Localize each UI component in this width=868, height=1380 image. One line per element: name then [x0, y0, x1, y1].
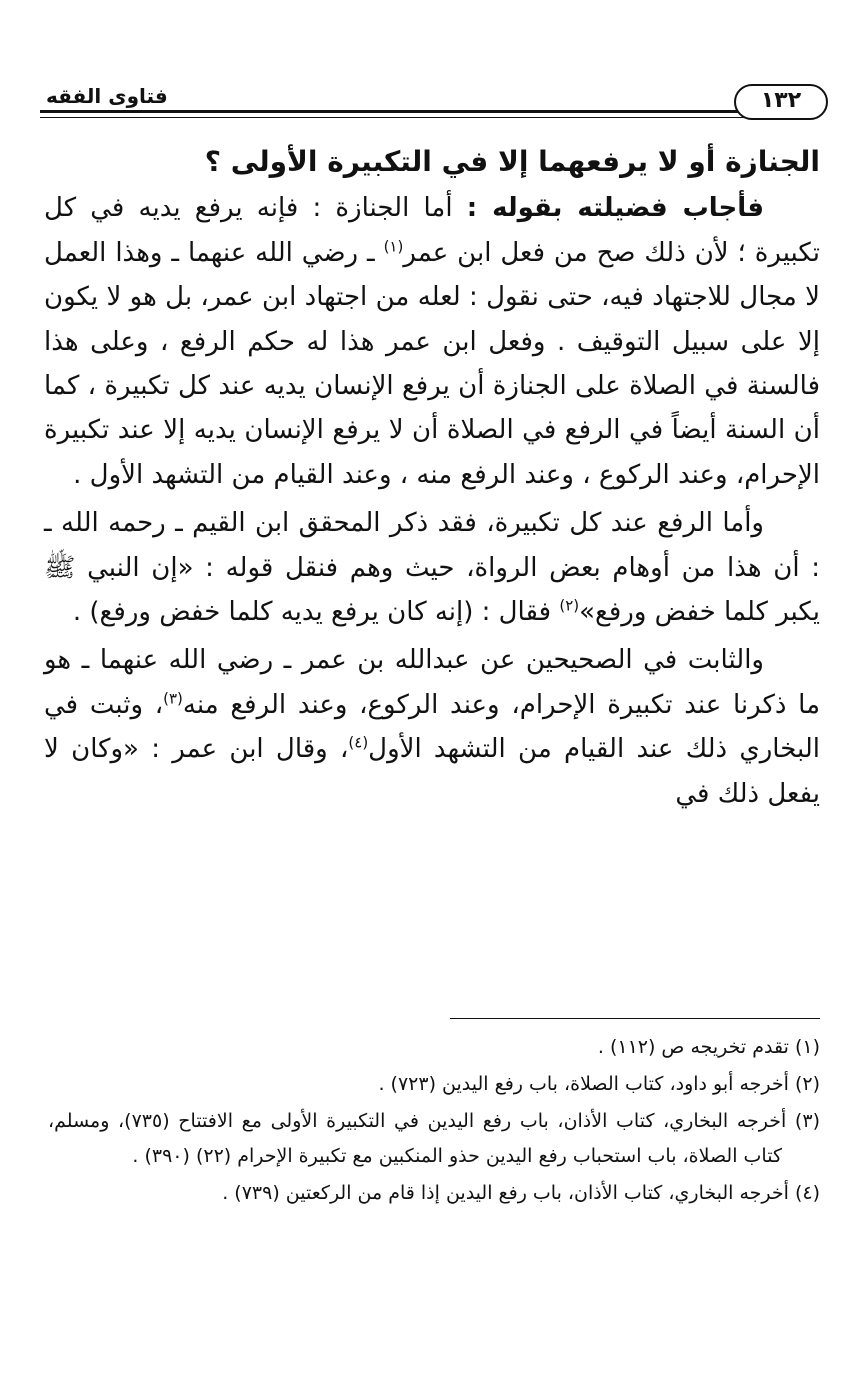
- header-rule-thin: [40, 117, 748, 118]
- footnotes: [48, 1030, 820, 1213]
- question-line: الجنازة أو لا يرفعهما إلا في التكبيرة الأولى ؟: [204, 145, 820, 178]
- paragraph-2-text-a: وأما الرفع عند كل تكبيرة، فقد ذكر المحقق ابن القيم ـ رحمه الله ـ : أن هذا من أوهام بعض الرواة، حيث وهم فنقل قوله : «إن النبي ﷺ يكبر كلما خفض ورفع»: [44, 508, 820, 628]
- footnote-ref-4: (٤): [348, 733, 369, 752]
- footnote-3: (٣) أخرجه البخاري، كتاب الأذان، باب رفع اليدين في التكبيرة الأولى مع الافتتاح (٧٣٥)، ومسلم، كتاب الصلاة، باب استحباب رفع اليدين حذو المنكبين مع تكبيرة الإحرام (٢٢) (٣٩٠) .: [48, 1110, 820, 1167]
- book-title: فتاوى الفقه: [46, 84, 168, 108]
- footnote-separator: [450, 1018, 820, 1019]
- paragraph-3-text-c: ، وقال ابن عمر : «وكان لا يفعل ذلك في: [44, 734, 820, 809]
- paragraph-1: [44, 186, 820, 497]
- paragraph-1-text-b: ـ رضي الله عنهما ـ وهذا العمل لا مجال للاجتهاد فيه، حتى نقول : لعله من اجتهاد ابن عمر، بل هو لا يكون إلا على سبيل التوقيف . وفعل ابن عمر هذا له حكم الرفع ، وعلى هذا فالسنة في الصلاة على الجنازة أن يرفع الإنسان يديه عند كل تكبيرة ، كما أن السنة أيضاً في الرفع في الصلاة أن لا يرفع الإنسان يديه إلا عند تكبيرة الإحرام، وعند الركوع ، وعند الرفع منه ، وعند القيام من التشهد الأول .: [44, 237, 820, 490]
- answer-lead: فأجاب فضيلته بقوله :: [466, 193, 764, 224]
- paragraph-3-text-a: والثابت في الصحيحين عن عبدالله بن عمر ـ رضي الله عنهما ـ هو ما ذكرنا عند تكبيرة الإحرام، وعند الركوع، وعند الرفع منه: [44, 645, 820, 720]
- footnote-1: (١) تقدم تخريجه ص (١١٢) .: [597, 1036, 820, 1058]
- main-text: [44, 140, 820, 816]
- footnote-ref-2: (٢): [559, 596, 580, 615]
- page-number: ١٣٢: [734, 84, 828, 120]
- paragraph-2-text-b: فقال : (إنه كان يرفع يديه كلما خفض ورفع) .: [72, 597, 560, 628]
- paragraph-2: [44, 501, 820, 634]
- footnote-ref-3: (٣): [163, 689, 183, 708]
- header-rule: [40, 110, 748, 113]
- footnote-4: (٤) أخرجه البخاري، كتاب الأذان، باب رفع اليدين إذا قام من الركعتين (٧٣٩) .: [222, 1182, 820, 1204]
- running-header: [40, 84, 828, 128]
- paragraph-3-text-b: ، وثبت في البخاري ذلك عند القيام من التشهد الأول: [44, 689, 820, 765]
- footnote-ref-1: (١): [383, 237, 404, 256]
- paragraph-1-text-a: أما الجنازة : فإنه يرفع يديه في كل تكبيرة ؛ لأن ذلك صح من فعل ابن عمر: [44, 193, 820, 268]
- paragraph-3: [44, 638, 820, 816]
- footnote-2: (٢) أخرجه أبو داود، كتاب الصلاة، باب رفع اليدين (٧٢٣) .: [378, 1073, 820, 1095]
